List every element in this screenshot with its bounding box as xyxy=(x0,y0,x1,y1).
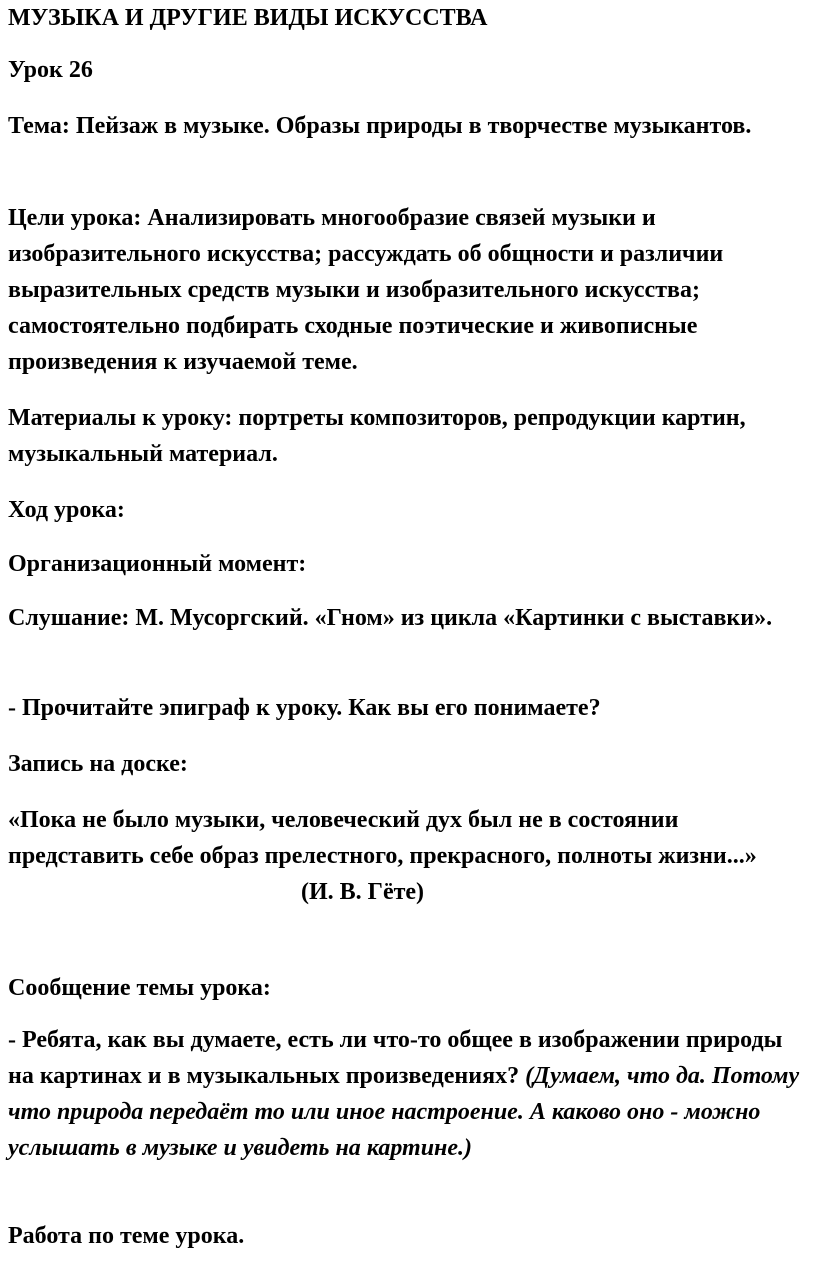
work-heading: Работа по теме урока. xyxy=(8,1223,245,1249)
lesson-topic: Тема: Пейзаж в музыке. Образы природы в творчестве музыкантов. xyxy=(8,113,752,139)
topic-message-heading: Сообщение темы урока: xyxy=(8,975,271,1001)
discussion-question: - Ребята, как вы думаете, есть ли что-то общее в изображении природы на картинах и в музыкальных произведениях? xyxy=(8,1027,783,1089)
discussion-paragraph xyxy=(8,1022,808,1166)
quote-text: «Пока не было музыки, человеческий дух был не в состоянии представить себе образ прелестного, прекрасного, полноты жизни...» xyxy=(8,807,757,869)
board-note-heading: Запись на доске: xyxy=(8,751,188,777)
epigraph-quote xyxy=(8,802,808,910)
quote-author: (И. В. Гёте) xyxy=(301,879,425,905)
lesson-goals: Цели урока: Анализировать многообразие связей музыки и изобразительного искусства; рассуждать об общности и различии выразительных средств музыки и изобразительного искусства; самостоятельно подбирать сходные поэтические и живописные произведения к изучаемой теме. xyxy=(8,205,724,375)
lesson-progress-heading: Ход урока: xyxy=(8,497,125,523)
discussion-answer: (Думаем, что да. Потому что природа передаёт то или иное настроение. А каково оно - можно услышать в музыке и увидеть на картине.) xyxy=(8,1063,800,1161)
epigraph-question: - Прочитайте эпиграф к уроку. Как вы его понимаете? xyxy=(8,695,601,721)
document-title: МУЗЫКА И ДРУГИЕ ВИДЫ ИСКУССТВА xyxy=(8,5,488,31)
listening-item: Слушание: М. Мусоргский. «Гном» из цикла «Картинки с выставки». xyxy=(8,605,773,631)
lesson-materials: Материалы к уроку: портреты композиторов, репродукции картин, музыкальный материал. xyxy=(8,405,746,467)
lesson-number: Урок 26 xyxy=(8,57,93,83)
organizational-moment: Организационный момент: xyxy=(8,551,307,577)
